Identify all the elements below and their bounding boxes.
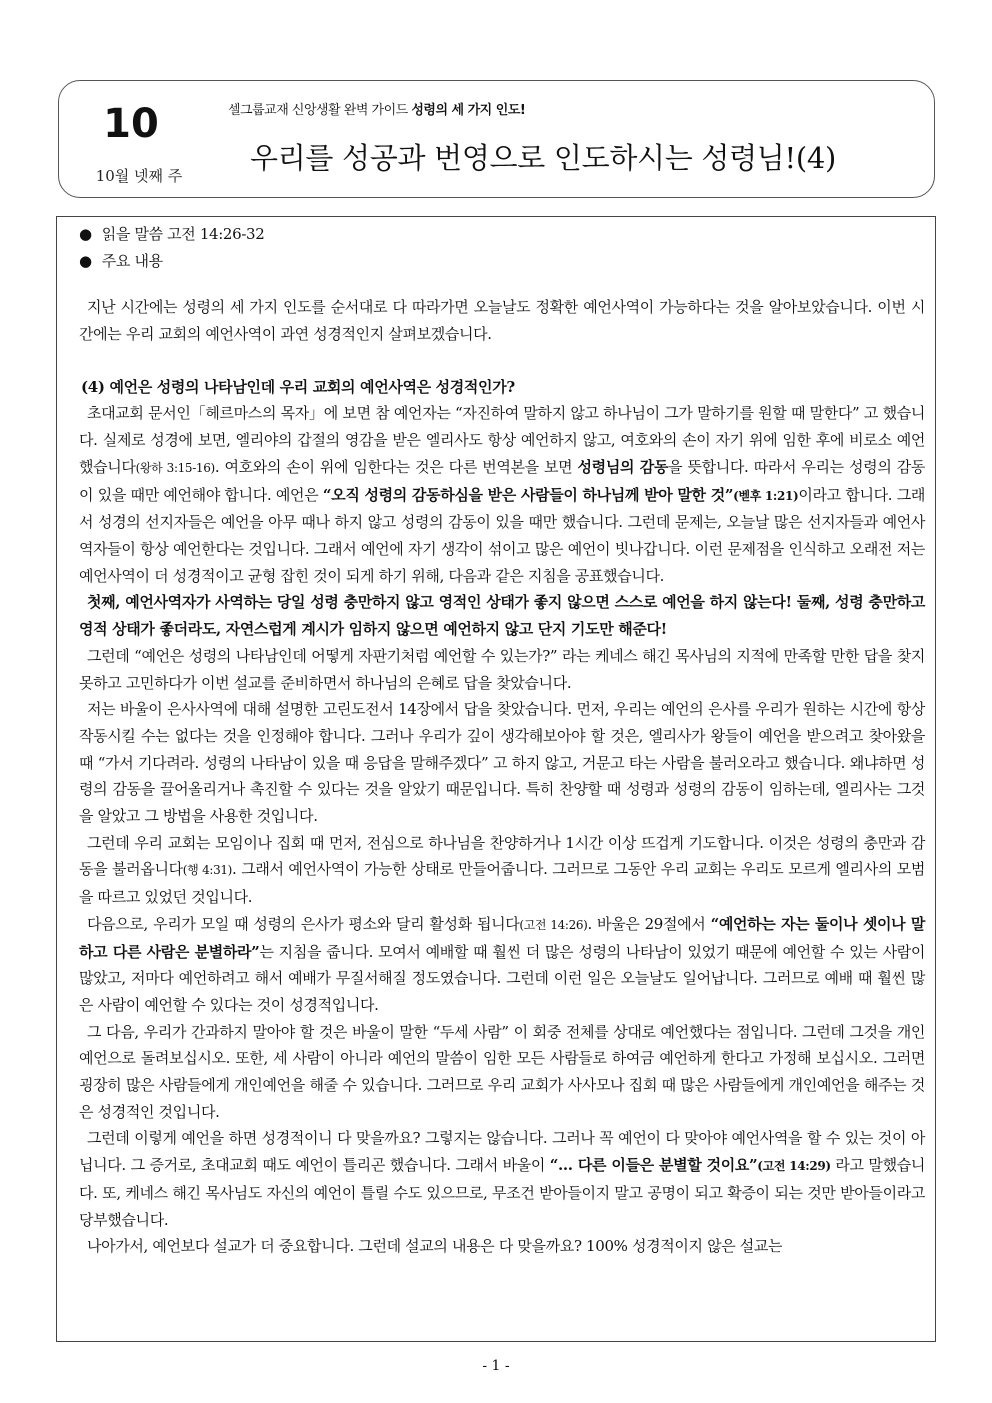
p1-ref-1: (왕하 3:15-16): [135, 460, 215, 475]
p1-bold-1: 성령님의 감동: [577, 457, 669, 476]
content-body: [79, 217, 925, 1260]
p7-bold: “… 다른 이들은 분별할 것이요”: [549, 1156, 758, 1175]
p5-text-c: 는 지침을 줍니다. 모여서 예배할 때 훨씬 더 많은 성령의 나타남이 있었기 때문에 예언할 수 있는 사람이 많았고, 저마다 예언하려고 해서 예배가 무질서해질 정도였습니다. 그런데 이런 일은 오늘날도 일어납니다. 그러므로 예배 때 훨씬 많은 사람이 예언할 수 있다는 것이 성경적입니다.: [79, 942, 926, 1014]
paragraph-5: [79, 911, 925, 1019]
p4-ref: (행 4:31): [182, 863, 233, 878]
p1-text-a: 초대교회 문서인「헤르마스의 목자」에 보면 참 예언자는 “자진하여 말하지 않고 하나님이 그가 말하기를 원할 때 말한다” 고 했습니다. 실제로 성경에 보면, 엘리야의 갑절의 영감을 받은 엘리사도 항상 예언하지 않고, 여호와의 손이 자기 위에 임한 후에 비로소 예언했습니다: [79, 404, 925, 476]
bullet-main: [79, 248, 925, 275]
p1-text-d: 이라고 합니다. 그래서 성경의 선지자들은 예언을 아무 때나 하지 않고 성령의 감동이 있을 때만 했습니다. 그런데 문제는, 오늘날 많은 선지자들과 예언사역자들이 항상 예언한다는 것입니다. 그래서 예언에 자기 생각이 섞이고 많은 예언이 빗나갑니다. 이런 문제점을 인식하고 오래전 저는 예언사역이 더 성경적이고 균형 잡힌 것이 되게 하기 위해, 다음과 같은 지침을 공표했습니다.: [79, 485, 925, 585]
section-heading: (4) 예언은 성령의 나타남인데 우리 교회의 예언사역은 성경적인가?: [81, 377, 515, 396]
paragraph-1: [79, 400, 925, 589]
p7-ref: (고전 14:29): [757, 1159, 831, 1174]
series-bold: 성령의 세 가지 인도!: [411, 103, 526, 118]
lesson-number: 10: [103, 101, 159, 147]
p5-text-b: . 바울은 29절에서: [587, 914, 711, 933]
bullet-dot-icon: ●: [79, 225, 92, 243]
main-text: 주요 내용: [101, 251, 163, 270]
paragraph-7: [79, 1125, 925, 1233]
p7-text-b: 라고 말했습니다. 또, 케네스 해긴 목사님도 자신의 예언이 틀릴 수도 있으므로, 무조건 받아들이지 말고 공명이 되고 확증이 되는 것만 받아들이라고 당부했습니다.: [79, 1156, 925, 1229]
p1-ref-2: (벧후 1:21): [733, 488, 799, 503]
p5-text-a: 다음으로, 우리가 모일 때 성령의 은사가 평소와 달리 활성화 됩니다: [87, 914, 520, 933]
paragraph-3: 저는 바울이 은사사역에 대해 설명한 고린도전서 14장에서 답을 찾았습니다. 먼저, 우리는 예언의 은사를 우리가 원하는 시간에 항상 작동시킬 수는 없다는 것을 인정해야 합니다. 그러나 우리가 깊이 생각해보아야 할 것은, 엘리사가 왕들이 예언을 받으려고 찾아왔을 때 “가서 기다려라. 성령의 나타남이 있을 때 응답을 말해주겠다” 고 하지 않고, 거문고 타는 사람을 불러오라고 했습니다. 왜냐하면 성령의 감동을 끌어올리거나 촉진할 수 있다는 것을 알았기 때문입니다. 특히 찬양할 때 성령과 성령의 감동이 임하는데, 엘리사는 그것을 알았고 그 방법을 사용한 것입니다.: [79, 700, 925, 826]
p1-text-b: . 여호와의 손이 위에 임한다는 것은 다른 번역본을 보면: [214, 457, 578, 476]
paragraph-6: 그 다음, 우리가 간과하지 말아야 할 것은 바울이 말한 “두세 사람” 이 회중 전체를 상대로 예언했다는 점입니다. 그런데 그것을 개인예언으로 돌려보십시오. 또한, 세 사람이 아니라 예언의 말씀이 임한 모든 사람들로 하여금 예언하게 한다고 가정해 보십시오. 그러면 굉장히 많은 사람들에게 개인예언을 해줄 수 있습니다. 그러므로 우리 교회가 사사모나 집회 때 많은 사람들에게 개인예언을 해주는 것은 성경적인 것입니다.: [79, 1022, 925, 1121]
page-title: 우리를 성공과 번영으로 인도하시는 성령님!(4): [250, 141, 837, 175]
p7-text-a: 그런데 이렇게 예언을 하면 성경적이니 다 맞을까요? 그렇지는 않습니다. 그러나 꼭 예언이 다 맞아야 예언사역을 할 수 있는 것이 아닙니다. 그 증거로, 초대교회 때도 예언이 틀리곤 했습니다. 그래서 바울이: [79, 1129, 925, 1175]
reading-text: 읽을 말씀 고전 14:26-32: [101, 225, 265, 243]
p4-text-b: . 그래서 예언사역이 가능한 상태로 만들어줍니다. 그러므로 그동안 우리 교회는 우리도 모르게 엘리사의 모범을 따르고 있었던 것입니다.: [79, 860, 926, 907]
content-box: [56, 216, 936, 1342]
series-title: [228, 102, 525, 120]
p5-bold: “예언하는 자는 둘이나 셋이나 말하고 다른 사람은 분별하라”: [79, 914, 925, 961]
guideline-paragraph: 첫째, 예언사역자가 사역하는 당일 성령 충만하지 않고 영적인 상태가 좋지 않으면 스스로 예언을 하지 않는다! 둘째, 성령 충만하고 영적 상태가 좋더라도, 자연스럽게 계시가 임하지 않으면 예언하지 않고 단지 기도만 해준다!: [79, 593, 925, 639]
paragraph-4: [79, 830, 925, 911]
paragraph-8: 나아가서, 예언보다 설교가 더 중요합니다. 그런데 설교의 내용은 다 맞을까요? 100% 성경적이지 않은 설교는: [87, 1237, 783, 1256]
p4-text-a: 그런데 우리 교회는 모임이나 집회 때 먼저, 전심으로 하나님을 찬양하거나 1시간 이상 뜨겁게 기도합니다. 이것은 성령의 충만과 감동을 불러옵니다: [79, 833, 925, 879]
bullet-reading: [79, 221, 925, 248]
week-label: 10월 넷째 주: [95, 167, 183, 185]
paragraph-2: 그런데 “예언은 성령의 나타남인데 어떻게 자판기처럼 예언할 수 있는가?” 라는 케네스 해긴 목사님의 지적에 만족할 만한 답을 찾지 못하고 고민하다가 이번 설교를 준비하면서 하나님의 은혜로 답을 찾았습니다.: [79, 646, 925, 692]
p1-bold-2: “오직 성령의 감동하심을 받은 사람들이 하나님께 받아 말한 것”: [322, 485, 734, 504]
bullet-dot-icon: ●: [79, 251, 92, 270]
intro-paragraph: 지난 시간에는 성령의 세 가지 인도를 순서대로 다 따라가면 오늘날도 정확한 예언사역이 가능하다는 것을 알아보았습니다. 이번 시간에는 우리 교회의 예언사역이 과연 성경적인지 살펴보겠습니다.: [79, 298, 925, 344]
series-prefix: 셀그룹교재 신앙생활 완벽 가이드: [228, 103, 412, 118]
p5-ref: (고전 14:26): [519, 917, 588, 932]
page-number: - 1 -: [482, 1358, 510, 1374]
p1-text-c: 을 뜻합니다. 따라서 우리는 성령의 감동이 있을 때만 예언해야 합니다. 예언은: [79, 457, 925, 504]
